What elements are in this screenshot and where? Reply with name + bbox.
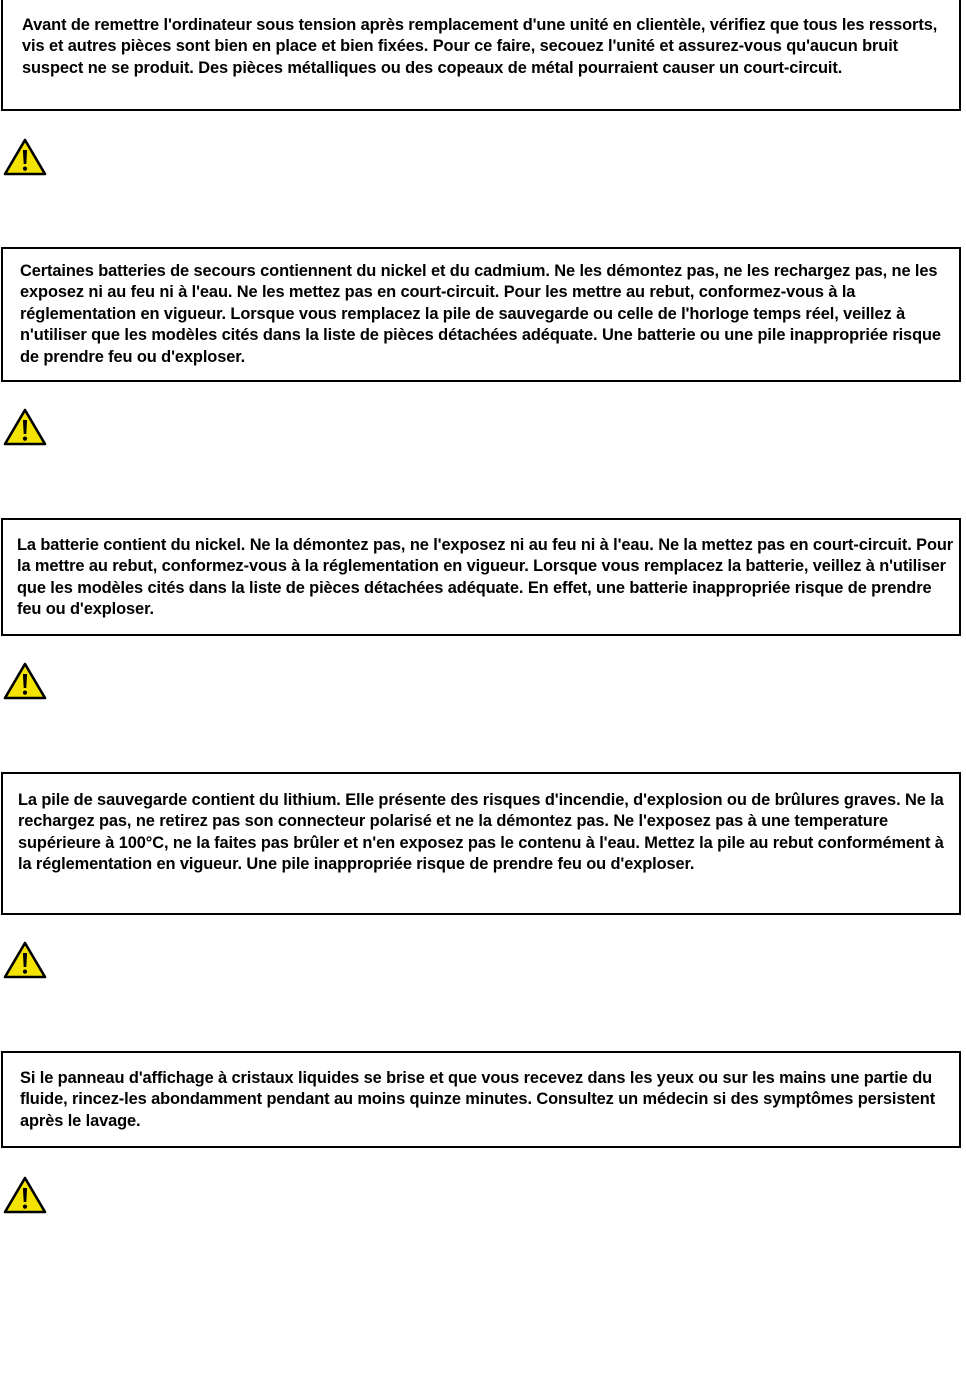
warning-triangle-icon	[3, 408, 47, 446]
notice-box-2	[1, 247, 961, 382]
warning-triangle-icon	[3, 941, 47, 979]
notice-text-1: Avant de remettre l'ordinateur sous tension après remplacement d'une unité en clientèle, vérifiez que tous les ressorts, vis et autres pièces sont bien en place et bien fixées. Pour ce faire, secouez l'unité et assurez-vous qu'aucun bruit suspect ne se produit. Des pièces métalliques ou des copeaux de métal pourraient causer un court-circuit.	[22, 16, 938, 77]
warning-triangle-icon	[3, 1176, 47, 1214]
notice-text-4: La pile de sauvegarde contient du lithium. Elle présente des risques d'incendie, d'explosion ou de brûlures graves. Ne la rechargez pas, ne retirez pas son connecteur polarisé et ne la démontez pas. Ne l'exposez pas à une temperature supérieure à 100°C, ne la faites pas brûler et n'en exposez pas le contenu à l'eau. Mettez la pile au rebut conformément à la réglementation en vigueur. Une pile inappropriée risque de prendre feu ou d'exploser.	[18, 791, 944, 874]
notice-text-5: Si le panneau d'affichage à cristaux liquides se brise et que vous recevez dans les yeux ou sur les mains une partie du fluide, rincez-les abondamment pendant au moins quinze minutes. Consultez un médecin si des symptômes persistent après le lavage.	[20, 1069, 936, 1130]
notice-box-1	[1, 0, 961, 111]
warning-triangle-icon	[3, 662, 47, 700]
notice-box-3	[1, 518, 961, 636]
notice-text-3: La batterie contient du nickel. Ne la démontez pas, ne l'exposez ni au feu ni à l'eau. Ne la mettez pas en court-circuit. Pour la mettre au rebut, conformez-vous à la réglementation en vigueur. Lorsque vous remplacez la batterie, veillez à n'utiliser que les modèles cités dans la liste de pièces détachées adéquate. En effet, une batterie inappropriée risque de prendre feu ou d'exploser.	[17, 536, 954, 619]
notice-box-4	[1, 772, 961, 915]
notice-box-5	[1, 1051, 961, 1148]
warning-triangle-icon	[3, 138, 47, 176]
notice-text-2: Certaines batteries de secours contiennent du nickel et du cadmium. Ne les démontez pas, ne les rechargez pas, ne les exposez ni au feu ni à l'eau. Ne les mettez pas en court-circuit. Pour les mettre au rebut, conformez-vous à la réglementation en vigueur. Lorsque vous remplacez la pile de sauvegarde ou celle de l'horloge temps réel, veillez à n'utiliser que les modèles cités dans la liste de pièces détachées adéquate. Une batterie ou une pile inappropriée risque de prendre feu ou d'exploser.	[20, 262, 941, 366]
